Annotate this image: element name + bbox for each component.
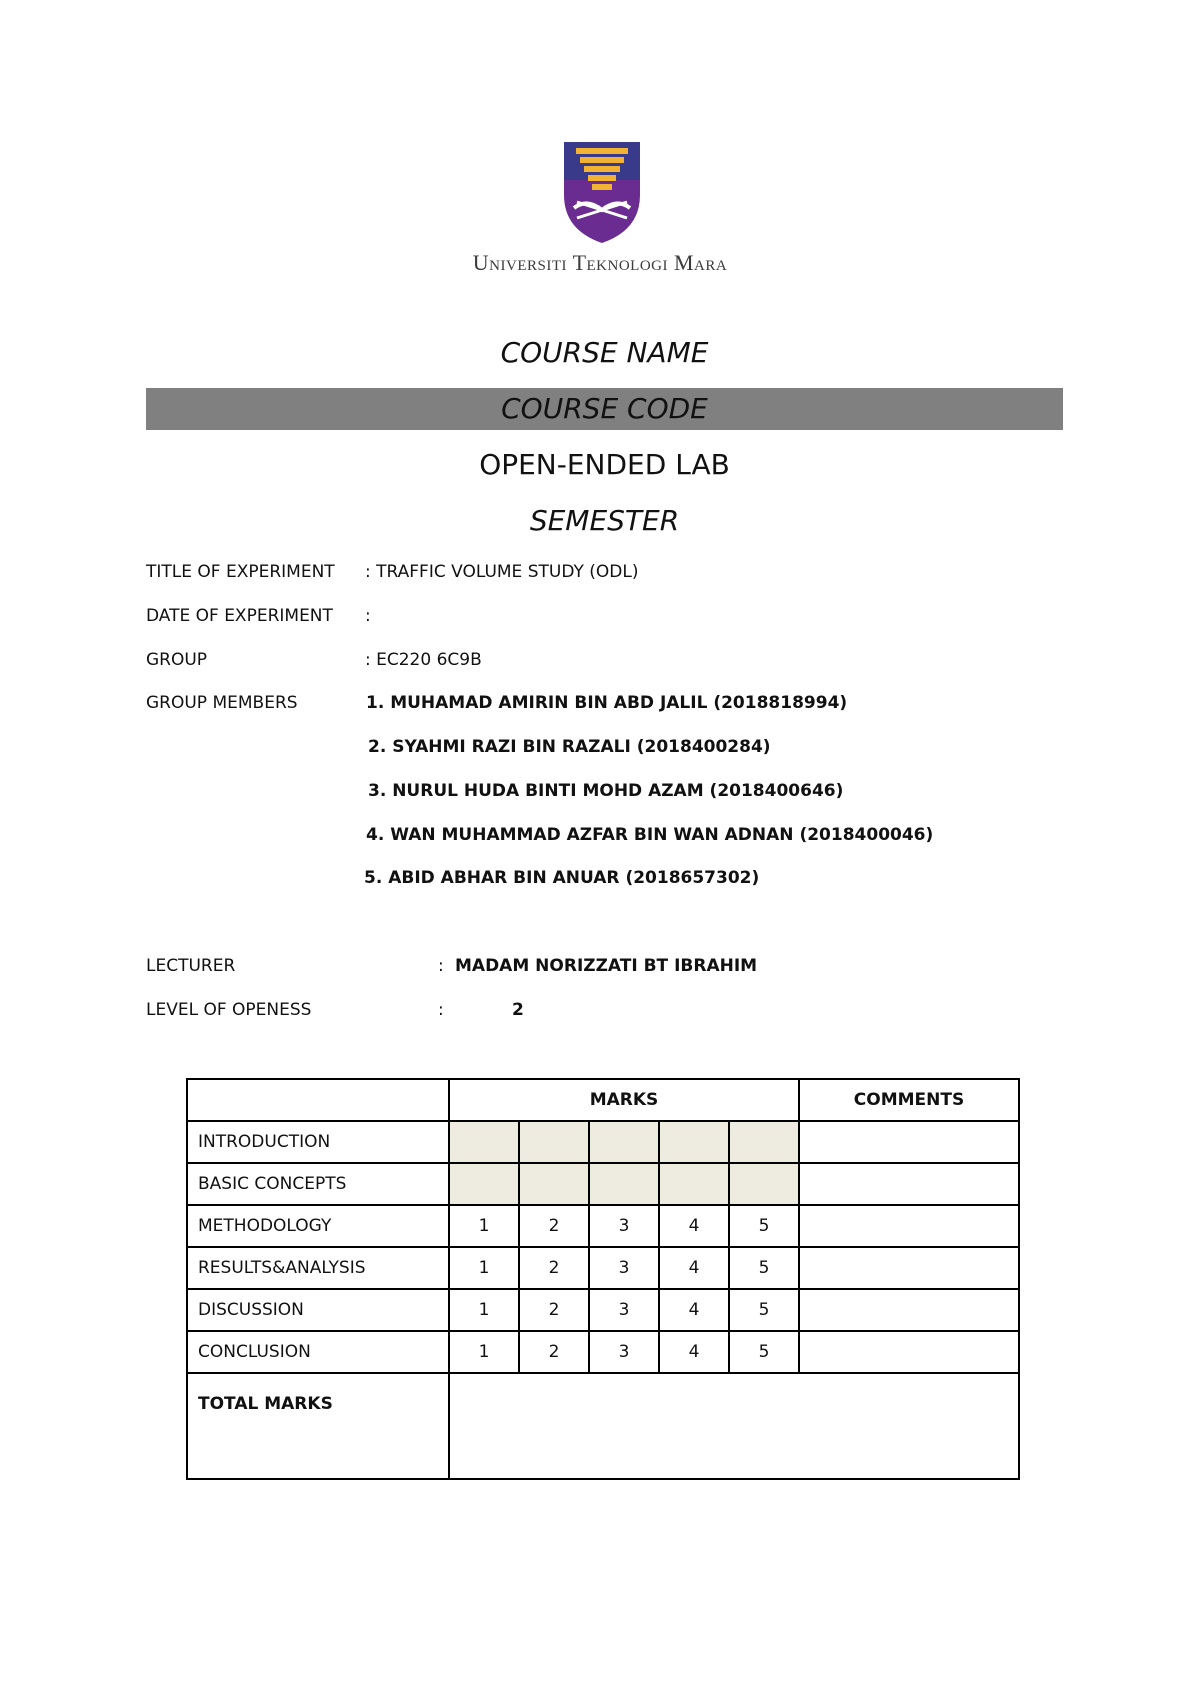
score-cell[interactable]: 4 <box>659 1331 729 1373</box>
row-label: METHODOLOGY <box>187 1205 449 1247</box>
group-value: : EC220 6C9B <box>365 650 482 670</box>
table-row <box>187 1163 1019 1205</box>
row-label: BASIC CONCEPTS <box>187 1163 449 1205</box>
score-cell[interactable]: 4 <box>659 1205 729 1247</box>
title-value: : TRAFFIC VOLUME STUDY (ODL) <box>365 562 639 582</box>
openess-colon: : <box>438 1000 444 1020</box>
score-cell[interactable]: 5 <box>729 1247 799 1289</box>
group-label: GROUP <box>146 650 208 670</box>
table-header-row <box>187 1079 1019 1121</box>
university-name: Universiti Teknologi Mara <box>472 250 728 275</box>
semester: SEMESTER <box>529 504 680 537</box>
score-cell[interactable]: 1 <box>449 1289 519 1331</box>
score-cell[interactable]: 3 <box>589 1289 659 1331</box>
score-cell[interactable] <box>519 1163 589 1205</box>
comment-cell[interactable] <box>799 1289 1019 1331</box>
openess-value: 2 <box>512 1000 524 1020</box>
comment-cell[interactable] <box>799 1163 1019 1205</box>
row-label: INTRODUCTION <box>187 1121 449 1163</box>
score-cell[interactable]: 5 <box>729 1205 799 1247</box>
row-label: RESULTS&ANALYSIS <box>187 1247 449 1289</box>
score-cell[interactable]: 5 <box>729 1331 799 1373</box>
course-code: COURSE CODE <box>501 392 708 425</box>
table-row <box>187 1331 1019 1373</box>
marks-header: MARKS <box>449 1079 799 1121</box>
score-cell[interactable] <box>589 1121 659 1163</box>
lecturer-value: MADAM NORIZZATI BT IBRAHIM <box>455 956 758 976</box>
comment-cell[interactable] <box>799 1121 1019 1163</box>
score-cell[interactable] <box>729 1121 799 1163</box>
crest-icon <box>562 140 642 245</box>
member-3: 3. NURUL HUDA BINTI MOHD AZAM (2018400646) <box>368 781 844 801</box>
score-cell[interactable]: 2 <box>519 1289 589 1331</box>
score-cell[interactable]: 3 <box>589 1247 659 1289</box>
score-cell[interactable] <box>659 1163 729 1205</box>
lecturer-colon: : <box>438 956 444 976</box>
score-cell[interactable] <box>449 1163 519 1205</box>
score-cell[interactable]: 1 <box>449 1205 519 1247</box>
score-cell[interactable]: 4 <box>659 1289 729 1331</box>
members-label: GROUP MEMBERS <box>146 693 298 713</box>
member-5: 5. ABID ABHAR BIN ANUAR (2018657302) <box>364 868 760 888</box>
course-name: COURSE NAME <box>500 336 709 369</box>
score-cell[interactable]: 3 <box>589 1331 659 1373</box>
score-cell[interactable]: 2 <box>519 1205 589 1247</box>
comments-header: COMMENTS <box>799 1079 1019 1121</box>
date-label: DATE OF EXPERIMENT <box>146 606 333 626</box>
openess-label: LEVEL OF OPENESS <box>146 1000 312 1020</box>
score-cell[interactable]: 3 <box>589 1205 659 1247</box>
score-cell[interactable] <box>589 1163 659 1205</box>
total-row <box>187 1373 1019 1479</box>
score-cell[interactable]: 4 <box>659 1247 729 1289</box>
total-label: TOTAL MARKS <box>187 1373 449 1479</box>
score-cell[interactable] <box>659 1121 729 1163</box>
date-value: : <box>365 606 371 626</box>
score-cell[interactable]: 1 <box>449 1331 519 1373</box>
score-cell[interactable]: 5 <box>729 1289 799 1331</box>
table-row <box>187 1289 1019 1331</box>
member-1: 1. MUHAMAD AMIRIN BIN ABD JALIL (2018818994) <box>366 693 848 713</box>
table-row <box>187 1247 1019 1289</box>
total-value-cell[interactable] <box>449 1373 1019 1479</box>
score-cell[interactable] <box>519 1121 589 1163</box>
score-cell[interactable]: 2 <box>519 1247 589 1289</box>
table-row <box>187 1121 1019 1163</box>
university-logo <box>562 140 642 250</box>
row-label: CONCLUSION <box>187 1331 449 1373</box>
marks-table <box>186 1078 1020 1480</box>
score-cell[interactable]: 1 <box>449 1247 519 1289</box>
member-2: 2. SYAHMI RAZI BIN RAZALI (2018400284) <box>368 737 771 757</box>
score-cell[interactable]: 2 <box>519 1331 589 1373</box>
score-cell[interactable] <box>449 1121 519 1163</box>
lab-type: OPEN-ENDED LAB <box>479 448 730 481</box>
comment-cell[interactable] <box>799 1205 1019 1247</box>
table-corner <box>187 1079 449 1121</box>
comment-cell[interactable] <box>799 1331 1019 1373</box>
lecturer-label: LECTURER <box>146 956 236 976</box>
row-label: DISCUSSION <box>187 1289 449 1331</box>
member-4: 4. WAN MUHAMMAD AZFAR BIN WAN ADNAN (2018400046) <box>366 825 934 845</box>
score-cell[interactable] <box>729 1163 799 1205</box>
comment-cell[interactable] <box>799 1247 1019 1289</box>
table-row <box>187 1205 1019 1247</box>
title-label: TITLE OF EXPERIMENT <box>146 562 335 582</box>
